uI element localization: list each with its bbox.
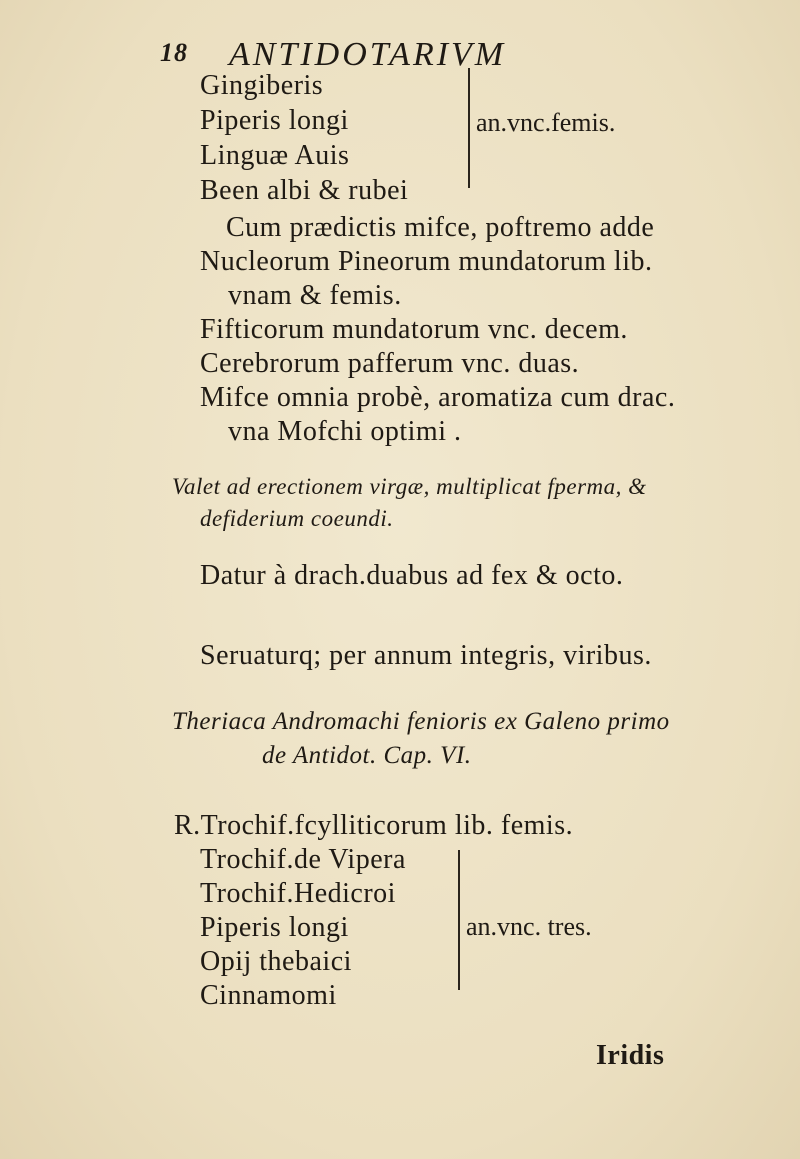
- dose-label: an.vnc. tres.: [466, 912, 592, 941]
- chapter-heading: Theriaca Andromachi fenioris ex Galeno primo: [172, 708, 670, 735]
- ingredient-line: Opij thebaici: [200, 946, 352, 977]
- virtue-line: Valet ad erectionem virgæ, multiplicat fperma, &: [172, 474, 647, 499]
- virtue-line: defiderium coeundi.: [200, 506, 394, 531]
- dosage-line: Datur à drach.duabus ad fex & octo.: [200, 560, 624, 591]
- preservation-line: Seruaturq; per annum integris, viribus.: [200, 640, 652, 671]
- ingredient-line: Trochif.Hedicroi: [200, 878, 396, 909]
- recipe-lead: R.Trochif.fcylliticorum lib. femis.: [174, 810, 574, 841]
- ingredient-line: Linguæ Auis: [200, 140, 350, 171]
- chapter-heading: de Antidot. Cap. VI.: [262, 742, 472, 769]
- text-line: vna Mofchi optimi .: [228, 416, 462, 447]
- ingredient-line: Been albi & rubei: [200, 175, 409, 206]
- text-line: Cum prædictis mifce, poftremo adde: [226, 212, 655, 243]
- ingredient-line: Trochif.de Vipera: [200, 844, 406, 875]
- ingredient-line: Piperis longi: [200, 912, 349, 943]
- ingredient-line: Gingiberis: [200, 70, 324, 101]
- text-line: Cerebrorum pafferum vnc. duas.: [200, 348, 580, 379]
- text-line: Mifce omnia probè, aromatiza cum drac.: [200, 382, 676, 413]
- text-line: vnam & femis.: [228, 280, 402, 311]
- grouping-brace: [452, 850, 460, 990]
- ingredient-line: Cinnamomi: [200, 980, 337, 1011]
- grouping-brace: [462, 68, 470, 188]
- text-line: Fifticorum mundatorum vnc. decem.: [200, 314, 628, 345]
- dose-label: an.vnc.femis.: [476, 108, 616, 137]
- ingredient-line: Piperis longi: [200, 105, 349, 136]
- running-title: ANTIDOTARIVM: [229, 36, 507, 73]
- catchword: Iridis: [596, 1040, 665, 1071]
- text-line: Nucleorum Pineorum mundatorum lib.: [200, 246, 653, 277]
- page-number: 18: [160, 38, 188, 67]
